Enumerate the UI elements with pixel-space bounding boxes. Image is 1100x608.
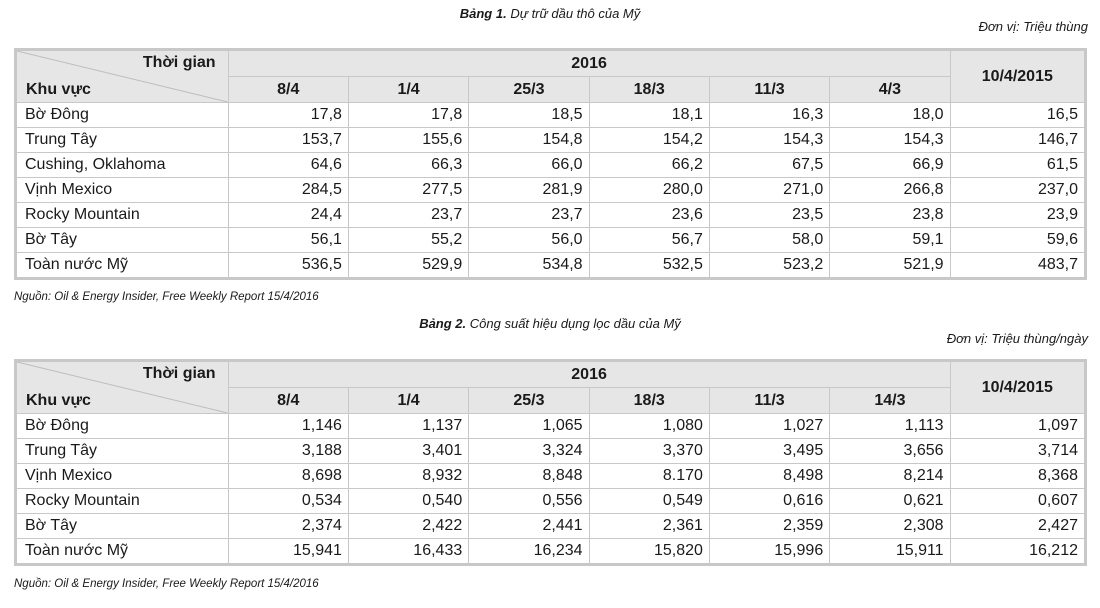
table-row <box>16 203 1086 228</box>
value-cell: 154,3 <box>830 128 950 153</box>
value-cell: 0,607 <box>950 489 1085 514</box>
region-cell: Bờ Đông <box>16 103 229 128</box>
value-cell: 277,5 <box>348 178 468 203</box>
value-cell: 23,8 <box>830 203 950 228</box>
table1-date-header: 25/3 <box>469 77 589 103</box>
value-cell: 154,3 <box>709 128 829 153</box>
table2-refinery-capacity <box>14 359 1087 566</box>
table1-crude-oil-reserves <box>14 48 1087 280</box>
value-cell: 23,9 <box>950 203 1085 228</box>
value-cell: 532,5 <box>589 253 709 279</box>
value-cell: 536,5 <box>228 253 348 279</box>
value-cell: 281,9 <box>469 178 589 203</box>
table1-date-header: 18/3 <box>589 77 709 103</box>
table1-time-header: Thời gian <box>142 54 216 71</box>
value-cell: 18,0 <box>830 103 950 128</box>
table-row <box>16 253 1086 279</box>
value-cell: 1,080 <box>589 414 709 439</box>
value-cell: 483,7 <box>950 253 1085 279</box>
value-cell: 59,6 <box>950 228 1085 253</box>
table2-time-header: Thời gian <box>142 365 216 382</box>
value-cell: 3,401 <box>348 439 468 464</box>
region-cell: Bờ Tây <box>16 514 229 539</box>
value-cell: 18,1 <box>589 103 709 128</box>
table2-source: Nguồn: Oil & Energy Insider, Free Weekly Report 15/4/2016 <box>14 578 319 590</box>
table2-title-number: Bảng 2. <box>419 316 467 331</box>
value-cell: 23,7 <box>469 203 589 228</box>
value-cell: 3,495 <box>709 439 829 464</box>
value-cell: 56,7 <box>589 228 709 253</box>
value-cell: 8,498 <box>709 464 829 489</box>
region-cell: Bờ Tây <box>16 228 229 253</box>
value-cell: 3,714 <box>950 439 1085 464</box>
value-cell: 66,0 <box>469 153 589 178</box>
value-cell: 2,359 <box>709 514 829 539</box>
value-cell: 271,0 <box>709 178 829 203</box>
table2-corner-header <box>16 361 229 414</box>
value-cell: 3,188 <box>228 439 348 464</box>
region-cell: Trung Tây <box>16 128 229 153</box>
region-cell: Rocky Mountain <box>16 203 229 228</box>
table-row <box>16 153 1086 178</box>
value-cell: 2,427 <box>950 514 1085 539</box>
value-cell: 8.170 <box>589 464 709 489</box>
value-cell: 16,433 <box>348 539 468 565</box>
table2-title-text: Công suất hiệu dụng lọc dầu của Mỹ <box>466 316 681 331</box>
value-cell: 18,5 <box>469 103 589 128</box>
table1-title-number: Bảng 1. <box>459 6 507 21</box>
value-cell: 17,8 <box>348 103 468 128</box>
table1-title <box>0 6 1100 21</box>
value-cell: 529,9 <box>348 253 468 279</box>
value-cell: 521,9 <box>830 253 950 279</box>
table2-date-header: 11/3 <box>709 388 829 414</box>
value-cell: 59,1 <box>830 228 950 253</box>
table2-unit: Đơn vị: Triệu thùng/ngày <box>946 331 1088 346</box>
value-cell: 16,3 <box>709 103 829 128</box>
value-cell: 3,324 <box>469 439 589 464</box>
value-cell: 58,0 <box>709 228 829 253</box>
value-cell: 66,3 <box>348 153 468 178</box>
value-cell: 61,5 <box>950 153 1085 178</box>
value-cell: 280,0 <box>589 178 709 203</box>
value-cell: 8,698 <box>228 464 348 489</box>
value-cell: 1,027 <box>709 414 829 439</box>
table2-title <box>0 316 1100 331</box>
value-cell: 1,097 <box>950 414 1085 439</box>
value-cell: 8,214 <box>830 464 950 489</box>
table2-date-header: 25/3 <box>469 388 589 414</box>
table2-ref-date-header: 10/4/2015 <box>950 361 1085 414</box>
value-cell: 66,2 <box>589 153 709 178</box>
value-cell: 64,6 <box>228 153 348 178</box>
table1-date-header: 11/3 <box>709 77 829 103</box>
value-cell: 23,6 <box>589 203 709 228</box>
table2-date-header: 1/4 <box>348 388 468 414</box>
value-cell: 16,234 <box>469 539 589 565</box>
value-cell: 15,996 <box>709 539 829 565</box>
value-cell: 15,941 <box>228 539 348 565</box>
value-cell: 3,656 <box>830 439 950 464</box>
value-cell: 23,5 <box>709 203 829 228</box>
value-cell: 0,534 <box>228 489 348 514</box>
value-cell: 0,621 <box>830 489 950 514</box>
table2-date-header: 18/3 <box>589 388 709 414</box>
value-cell: 24,4 <box>228 203 348 228</box>
value-cell: 237,0 <box>950 178 1085 203</box>
table2-date-header: 14/3 <box>830 388 950 414</box>
table1-region-header: Khu vực <box>26 81 91 98</box>
table1-date-header: 1/4 <box>348 77 468 103</box>
table-row <box>16 489 1086 514</box>
value-cell: 1,146 <box>228 414 348 439</box>
value-cell: 0,616 <box>709 489 829 514</box>
region-cell: Toàn nước Mỹ <box>16 539 229 565</box>
value-cell: 15,911 <box>830 539 950 565</box>
value-cell: 66,9 <box>830 153 950 178</box>
table2-date-header: 8/4 <box>228 388 348 414</box>
table-row <box>16 414 1086 439</box>
table1-title-text: Dự trữ dầu thô của Mỹ <box>506 6 641 21</box>
value-cell: 3,370 <box>589 439 709 464</box>
value-cell: 17,8 <box>228 103 348 128</box>
value-cell: 155,6 <box>348 128 468 153</box>
value-cell: 0,540 <box>348 489 468 514</box>
table1-source: Nguồn: Oil & Energy Insider, Free Weekly Report 15/4/2016 <box>14 291 319 303</box>
value-cell: 284,5 <box>228 178 348 203</box>
table1-unit: Đơn vị: Triệu thùng <box>978 19 1088 34</box>
value-cell: 15,820 <box>589 539 709 565</box>
table-row <box>16 514 1086 539</box>
table-row <box>16 178 1086 203</box>
region-cell: Vịnh Mexico <box>16 464 229 489</box>
value-cell: 8,932 <box>348 464 468 489</box>
value-cell: 56,1 <box>228 228 348 253</box>
value-cell: 8,848 <box>469 464 589 489</box>
value-cell: 154,2 <box>589 128 709 153</box>
value-cell: 2,361 <box>589 514 709 539</box>
table-row <box>16 103 1086 128</box>
region-cell: Vịnh Mexico <box>16 178 229 203</box>
value-cell: 2,308 <box>830 514 950 539</box>
table1-ref-date-header: 10/4/2015 <box>950 50 1085 103</box>
table-row <box>16 439 1086 464</box>
table-row <box>16 128 1086 153</box>
value-cell: 1,137 <box>348 414 468 439</box>
value-cell: 523,2 <box>709 253 829 279</box>
value-cell: 8,368 <box>950 464 1085 489</box>
region-cell: Rocky Mountain <box>16 489 229 514</box>
table1-date-header: 8/4 <box>228 77 348 103</box>
table-row <box>16 228 1086 253</box>
region-cell: Trung Tây <box>16 439 229 464</box>
value-cell: 1,065 <box>469 414 589 439</box>
table1-corner-header <box>16 50 229 103</box>
table2-region-header: Khu vực <box>26 392 91 409</box>
value-cell: 0,549 <box>589 489 709 514</box>
table1-year-header: 2016 <box>228 50 950 77</box>
value-cell: 2,374 <box>228 514 348 539</box>
value-cell: 146,7 <box>950 128 1085 153</box>
value-cell: 56,0 <box>469 228 589 253</box>
value-cell: 67,5 <box>709 153 829 178</box>
table-row <box>16 539 1086 565</box>
value-cell: 154,8 <box>469 128 589 153</box>
value-cell: 23,7 <box>348 203 468 228</box>
table1-date-header: 4/3 <box>830 77 950 103</box>
value-cell: 153,7 <box>228 128 348 153</box>
region-cell: Cushing, Oklahoma <box>16 153 229 178</box>
region-cell: Bờ Đông <box>16 414 229 439</box>
value-cell: 2,422 <box>348 514 468 539</box>
value-cell: 16,212 <box>950 539 1085 565</box>
value-cell: 2,441 <box>469 514 589 539</box>
value-cell: 534,8 <box>469 253 589 279</box>
value-cell: 16,5 <box>950 103 1085 128</box>
value-cell: 55,2 <box>348 228 468 253</box>
value-cell: 0,556 <box>469 489 589 514</box>
value-cell: 266,8 <box>830 178 950 203</box>
region-cell: Toàn nước Mỹ <box>16 253 229 279</box>
value-cell: 1,113 <box>830 414 950 439</box>
table-row <box>16 464 1086 489</box>
table2-year-header: 2016 <box>228 361 950 388</box>
